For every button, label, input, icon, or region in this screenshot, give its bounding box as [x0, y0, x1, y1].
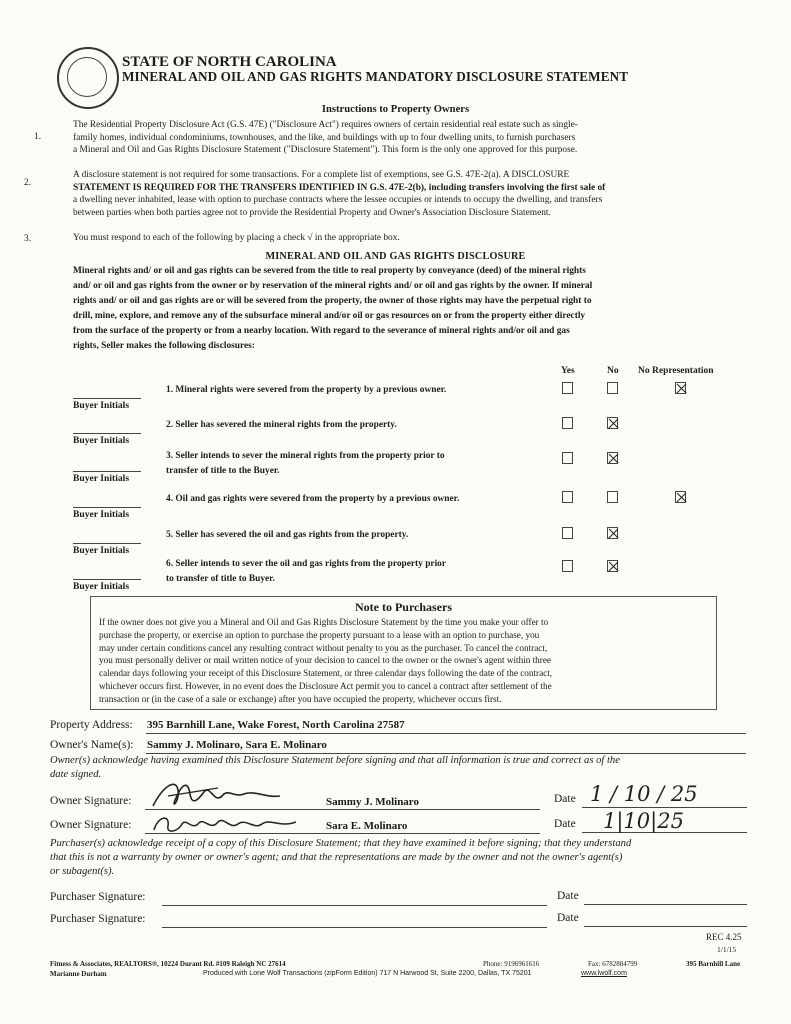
buyer-initials-field[interactable] [73, 507, 141, 508]
owner-1-printed-name: Sammy J. Molinaro [326, 796, 419, 808]
owner-date-1-label: Date [554, 793, 576, 805]
form-state-title: STATE OF NORTH CAROLINA [122, 54, 337, 70]
purchaser-ack-line: Purchaser(s) acknowledge receipt of a copy of this Disclosure Statement; that they have examined it before signing; that they understand [50, 838, 632, 849]
question-text: 1. Mineral rights were severed from the property by a previous owner. [166, 385, 447, 395]
question-3 [166, 449, 526, 479]
footer-phone: Phone: 9196961616 [483, 960, 540, 968]
owner-2-printed-name: Sara E. Molinaro [326, 820, 408, 832]
instruction-1 [73, 119, 753, 157]
footer-agent: Marianne Durham [50, 970, 107, 978]
instruction-2-number: 2. [24, 178, 32, 188]
question-text: 4. Oil and gas rights were severed from the property by a previous owner. [166, 494, 460, 504]
section-line: and/ or oil and gas rights from the owner or by reservation of the mineral rights and/ or oil and gas rights by the owner. If mineral [73, 281, 593, 291]
question-3-no-checkbox[interactable] [607, 452, 618, 464]
question-2-no-checkbox[interactable] [607, 417, 618, 429]
instruction-3-line: You must respond to each of the following by placing a check √ in the appropriate box. [73, 233, 400, 243]
question-5-yes-checkbox[interactable] [562, 527, 573, 539]
question-text: 5. Seller has severed the oil and gas rights from the property. [166, 530, 409, 540]
instruction-1-line: The Residential Property Disclosure Act (G.S. 47E) ("Disclosure Act") requires owners of certain residential real estate such as single- [73, 120, 578, 130]
question-5-no-checkbox[interactable] [607, 527, 618, 539]
question-6-no-checkbox[interactable] [607, 560, 618, 572]
purchaser-signature-2-field[interactable] [162, 927, 547, 928]
property-address-field[interactable]: 395 Barnhill Lane, Wake Forest, North Carolina 27587 [147, 719, 405, 731]
question-1-no-rep-checkbox[interactable] [675, 382, 686, 394]
property-address-line [146, 733, 746, 734]
question-text: to transfer of title to Buyer. [166, 574, 275, 584]
question-text: 2. Seller has severed the mineral rights from the property. [166, 420, 397, 430]
section-paragraph [73, 264, 735, 354]
owner-date-2-field[interactable]: 1|10|25 [603, 809, 684, 833]
instruction-3 [73, 232, 753, 245]
owner-signature-1-scribble-icon[interactable] [148, 776, 298, 814]
note-text [99, 616, 707, 706]
question-1-yes-checkbox[interactable] [562, 382, 573, 394]
instruction-2-line: A disclosure statement is not required for some transactions. For a complete list of exemptions, see G.S. 47E-2(a). A DISCLOSURE [73, 170, 570, 180]
note-line: If the owner does not give you a Mineral and Oil and Gas Rights Disclosure Statement by the time you make your offer to [99, 617, 549, 627]
question-1 [166, 383, 526, 398]
buyer-initials-label: Buyer Initials [73, 545, 130, 556]
question-1-no-checkbox[interactable] [607, 382, 618, 394]
instruction-2 [73, 169, 753, 219]
instruction-3-number: 3. [24, 234, 32, 244]
question-2 [166, 418, 526, 433]
buyer-initials-label: Buyer Initials [73, 581, 130, 592]
owner-date-2-label: Date [554, 818, 576, 830]
owner-ack-line: date signed. [50, 769, 102, 780]
instruction-2-line: between parties when both parties agree not to provide the Residential Property and Owner's Association Disclosure Statement. [73, 207, 551, 218]
question-6 [166, 557, 526, 587]
question-5 [166, 528, 526, 543]
column-yes-header: Yes [561, 366, 575, 376]
purchaser-signature-1-field[interactable] [162, 905, 547, 906]
question-3-yes-checkbox[interactable] [562, 452, 573, 464]
note-title: Note to Purchasers [354, 600, 453, 614]
question-text: 3. Seller intends to sever the mineral rights from the property prior to [166, 451, 445, 461]
section-line: drill, mine, explore, and remove any of the subsurface mineral and/or oil or gas resources on or from the property either directly [73, 311, 586, 321]
property-address-label: Property Address: [50, 719, 133, 731]
purchaser-date-2-field[interactable] [584, 926, 747, 927]
buyer-initials-label: Buyer Initials [73, 400, 130, 411]
instructions-title: Instructions to Property Owners [321, 104, 470, 115]
buyer-initials-label: Buyer Initials [73, 435, 130, 446]
note-line: calendar days following your receipt of this Disclosure Statement, or three calendar days following the date of the contract, [99, 668, 553, 679]
form-code: REC 4.25 [706, 932, 742, 942]
section-line: rights, Seller makes the following disclosures: [73, 341, 255, 351]
note-to-purchasers-box [90, 596, 717, 710]
owner-names-field[interactable]: Sammy J. Molinaro, Sara E. Molinaro [147, 739, 327, 751]
question-4-no-checkbox[interactable] [607, 491, 618, 503]
buyer-initials-field[interactable] [73, 579, 141, 580]
owner-date-1-field[interactable]: 1 / 10 / 25 [590, 782, 698, 806]
section-line: Mineral rights and/ or oil and gas rights can be severed from the title to real property by conveyance (deed) of the mineral rights [73, 266, 586, 276]
column-no-header: No [607, 366, 619, 376]
purchaser-ack-line: or subagent(s). [50, 866, 115, 877]
owner-signature-1-label: Owner Signature: [50, 795, 132, 807]
form-revision: 1/1/15 [717, 945, 737, 954]
note-line: may under certain conditions cancel any resulting contract without penalty to you as the purchaser. To cancel the contract, [99, 642, 548, 653]
footer-broker: Fitness & Associates, REALTORS®, 10224 Durant Rd. #109 Raleigh NC 27614 [50, 960, 286, 968]
note-line: whichever occurs first. However, in no event does the Disclosure Act permit you to cancel a contract after settlement of the [99, 680, 552, 691]
buyer-initials-label: Buyer Initials [73, 509, 130, 520]
owner-ack-line: Owner(s) acknowledge having examined this Disclosure Statement before signing and that all information is true and correct as of the [50, 755, 620, 766]
footer-property: 395 Barnhill Lane [686, 960, 741, 968]
section-title: MINERAL AND OIL AND GAS RIGHTS DISCLOSURE [265, 251, 526, 262]
question-4-yes-checkbox[interactable] [562, 491, 573, 503]
buyer-initials-label: Buyer Initials [73, 473, 130, 484]
buyer-initials-field[interactable] [73, 433, 141, 434]
form-title: MINERAL AND OIL AND GAS RIGHTS MANDATORY DISCLOSURE STATEMENT [122, 69, 629, 84]
buyer-initials-field[interactable] [73, 543, 141, 544]
note-line: transaction or (in the case of a sale or exchange) after you have occupied the property, whichever occurs first. [99, 693, 502, 704]
column-no-representation-header: No Representation [638, 366, 714, 376]
footer-fax: Fax: 6782884799 [588, 960, 638, 968]
note-line: you must personally deliver or mail written notice of your decision to cancel to the owner or the owner's agent within three [99, 655, 551, 666]
footer-produced-with: Produced with Lone Wolf Transactions (zipForm Edition) 717 N Harwood St, Suite 2200, Dallas, TX 75201 [203, 970, 532, 977]
purchaser-date-1-label: Date [557, 890, 579, 902]
owner-names-label: Owner's Name(s): [50, 739, 134, 751]
owner-signature-2-scribble-icon[interactable] [148, 810, 308, 838]
question-4 [166, 492, 526, 507]
instruction-1-number: 1. [34, 132, 42, 142]
question-2-yes-checkbox[interactable] [562, 417, 573, 429]
instruction-2-line: STATEMENT IS REQUIRED FOR THE TRANSFERS IDENTIFIED IN G.S. 47E-2(b), including transfers involving the first sale of [73, 182, 606, 193]
instruction-2-line: a dwelling never inhabited, lease with option to purchase contracts where the lessee occupies or intends to occupy the dwelling, and transfers [73, 195, 603, 206]
question-text: 6. Seller intends to sever the oil and gas rights from the property prior [166, 559, 447, 569]
purchaser-ack-line: that this is not a warranty by owner or owner's agent; and that the representations are made by the owner and not the owner's agent(s) [50, 852, 623, 863]
buyer-initials-field[interactable] [73, 398, 141, 399]
instruction-1-line: a Mineral and Oil and Gas Rights Disclosure Statement ("Disclosure Statement"). This form is the only one approved for this purpose. [73, 145, 578, 156]
purchaser-signature-1-label: Purchaser Signature: [50, 891, 146, 903]
instruction-1-line: family homes, individual condominiums, townhouses, and the like, and buildings with up to four dwelling units, to furnish purchasers [73, 132, 576, 143]
section-line: from the surface of the property or from a nearby location. With regard to the severance of mineral rights and/or oil and gas [73, 326, 570, 336]
purchaser-signature-2-label: Purchaser Signature: [50, 913, 146, 925]
purchaser-date-2-label: Date [557, 912, 579, 924]
section-line: rights and/ or oil and gas rights are or will be severed from the property, the owner of those rights may have the perpetual right to [73, 296, 592, 306]
owner-date-1-line [582, 807, 747, 808]
state-seal-icon [57, 47, 119, 109]
owner-signature-2-label: Owner Signature: [50, 819, 132, 831]
purchaser-acknowledgment [50, 837, 750, 879]
question-6-yes-checkbox[interactable] [562, 560, 573, 572]
note-line: purchase the property, or exercise an option to purchase the property pursuant to a lease with an option to purchase, you [99, 629, 540, 640]
buyer-initials-field[interactable] [73, 471, 141, 472]
question-4-no-rep-checkbox[interactable] [675, 491, 686, 503]
footer-link[interactable]: www.lwolf.com [581, 970, 627, 977]
purchaser-date-1-field[interactable] [584, 904, 747, 905]
question-text: transfer of title to the Buyer. [166, 466, 280, 476]
